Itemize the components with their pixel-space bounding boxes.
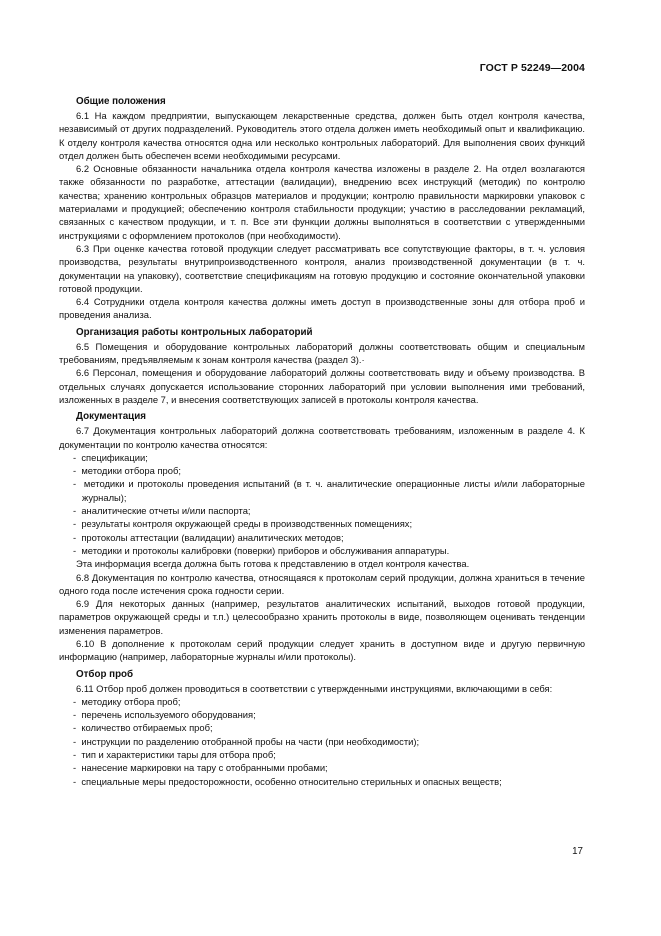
section-title: Общие положения (76, 96, 166, 107)
paragraph-6-6: 6.6 Персонал, помещения и оборудование лабораторий должны соответствовать виду и объему производства. В отдельных случаях допускается использование сторонних лабораторий при условии выполнения ими требований, изложенных в разделе 7, и внесения соответствующих записей в протоколы контроля качества. (59, 367, 585, 405)
document-header: ГОСТ Р 52249—2004 (479, 62, 585, 74)
list-item: - специальные меры предосторожности, особенно относительно стерильных и опасных веществ; (59, 775, 585, 788)
list-item: - аналитические отчеты и/или паспорта; (59, 504, 585, 517)
list-item: - результаты контроля окружающей среды в производственных помещениях; (59, 517, 585, 530)
paragraph-6-1: 6.1 На каждом предприятии, выпускающем лекарственные средства, должен быть отдел контроля качества, независимый от других подразделений. Руководитель этого отдела должен иметь необходимый опыт и квалификацию. К отделу контроля качества относятся одна или несколько контрольных лабораторий. Для выполнения своих функций отдел должен быть обеспечен всеми необходимыми ресурсами. (59, 110, 585, 161)
list-item: - методики и протоколы калибровки (поверки) приборов и обслуживания аппаратуры. (59, 544, 585, 557)
paragraph-6-7: 6.7 Документация контрольных лабораторий должна соответствовать требованиям, изложенным в разделе 4. К документации по контролю качества относятся: (59, 425, 585, 450)
section-general-provisions (59, 94, 585, 322)
list-item: - тип и характеристики тары для отбора проб; (59, 748, 585, 761)
section-title: Организация работы контрольных лабораторий (76, 326, 313, 338)
list-item: - количество отбираемых проб; (59, 721, 585, 734)
section-title: Отбор проб (76, 668, 134, 680)
sampling-list (59, 695, 585, 788)
section-title: Документация (76, 411, 146, 423)
paragraph-6-10: 6.10 В дополнение к протоколам серий продукции следует хранить в доступном виде и другую первичную информацию (например, лабораторные журналы и/или протоколы). (59, 637, 585, 663)
paragraph-6-9: 6.9 Для некоторых данных (например, результатов аналитических испытаний, выходов готовой продукции, параметров окружающей среды и т.п.) целесообразно хранить протоколы в виде, позволяющем оценивать тенденции изменения параметров. (59, 598, 585, 636)
paragraph-6-4: 6.4 Сотрудники отдела контроля качества должны иметь доступ в производственные зоны для отбора проб и проведения анализа. (59, 296, 585, 321)
documentation-list (59, 451, 585, 557)
document-body (59, 92, 585, 791)
list-item: - протоколы аттестации (валидации) аналитических методов; (59, 531, 585, 544)
list-item: - перечень используемого оборудования; (59, 708, 585, 721)
page-number: 17 (572, 846, 583, 857)
paragraph-6-11: 6.11 Отбор проб должен проводиться в соответствии с утвержденными инструкциями, включающими в себя: (76, 682, 553, 694)
section-sampling (59, 667, 585, 788)
section-documentation (59, 409, 585, 663)
list-item: - спецификации; (59, 451, 585, 464)
list-item: - методику отбора проб; (59, 695, 585, 708)
paragraph-info-ready: Эта информация всегда должна быть готова к представлению в отдел контроля качества. (76, 558, 470, 570)
paragraph-6-3: 6.3 При оценке качества готовой продукции следует рассматривать все сопутствующие факторы, в т. ч. условия производства, результаты внутрипроизводственного контроля, анализ производственной документации (в т. ч. документации на упаковку), соответствие спецификациям на готовую продукцию и состояние окончательной упаковки готовой продукции. (59, 242, 585, 294)
list-item: - инструкции по разделению отобранной пробы на части (при необходимости); (59, 735, 585, 748)
paragraph-6-8: 6.8 Документация по контролю качества, относящаяся к протоколам серий продукции, должна храниться в течение одного года после истечения срока годности серии. (59, 571, 585, 596)
paragraph-6-5: 6.5 Помещения и оборудование контрольных лабораторий должны соответствовать общим и специальным требованиям, предъявляемым к зонам контроля качества (раздел 3).· (59, 340, 585, 366)
list-item: - нанесение маркировки на тару с отобранными пробами; (59, 761, 585, 774)
list-item: - методики отбора проб; (59, 464, 585, 477)
list-item: - методики и протоколы проведения испытаний (в т. ч. аналитические операционные листы и/или лабораторные журналы); (59, 477, 585, 504)
section-lab-organization (59, 325, 585, 406)
paragraph-6-2: 6.2 Основные обязанности начальника отдела контроля качества изложены в разделе 2. На отдел возлагаются также обязанности по разработке, аттестации (валидации), внедрению всех инструкций (методик) по контролю качества; хранению контрольных образцов материалов и продукции; контролю правильности маркировки упаковок с материалами и продукцией; обеспечению контроля стабильности продукции; участию в расследовании рекламаций, связанных с качеством продукции, и т. п. Все эти функции должны выполняться в соответствии с утвержденными инструкциями с оформлением протоколов (при необходимости). (59, 163, 585, 241)
